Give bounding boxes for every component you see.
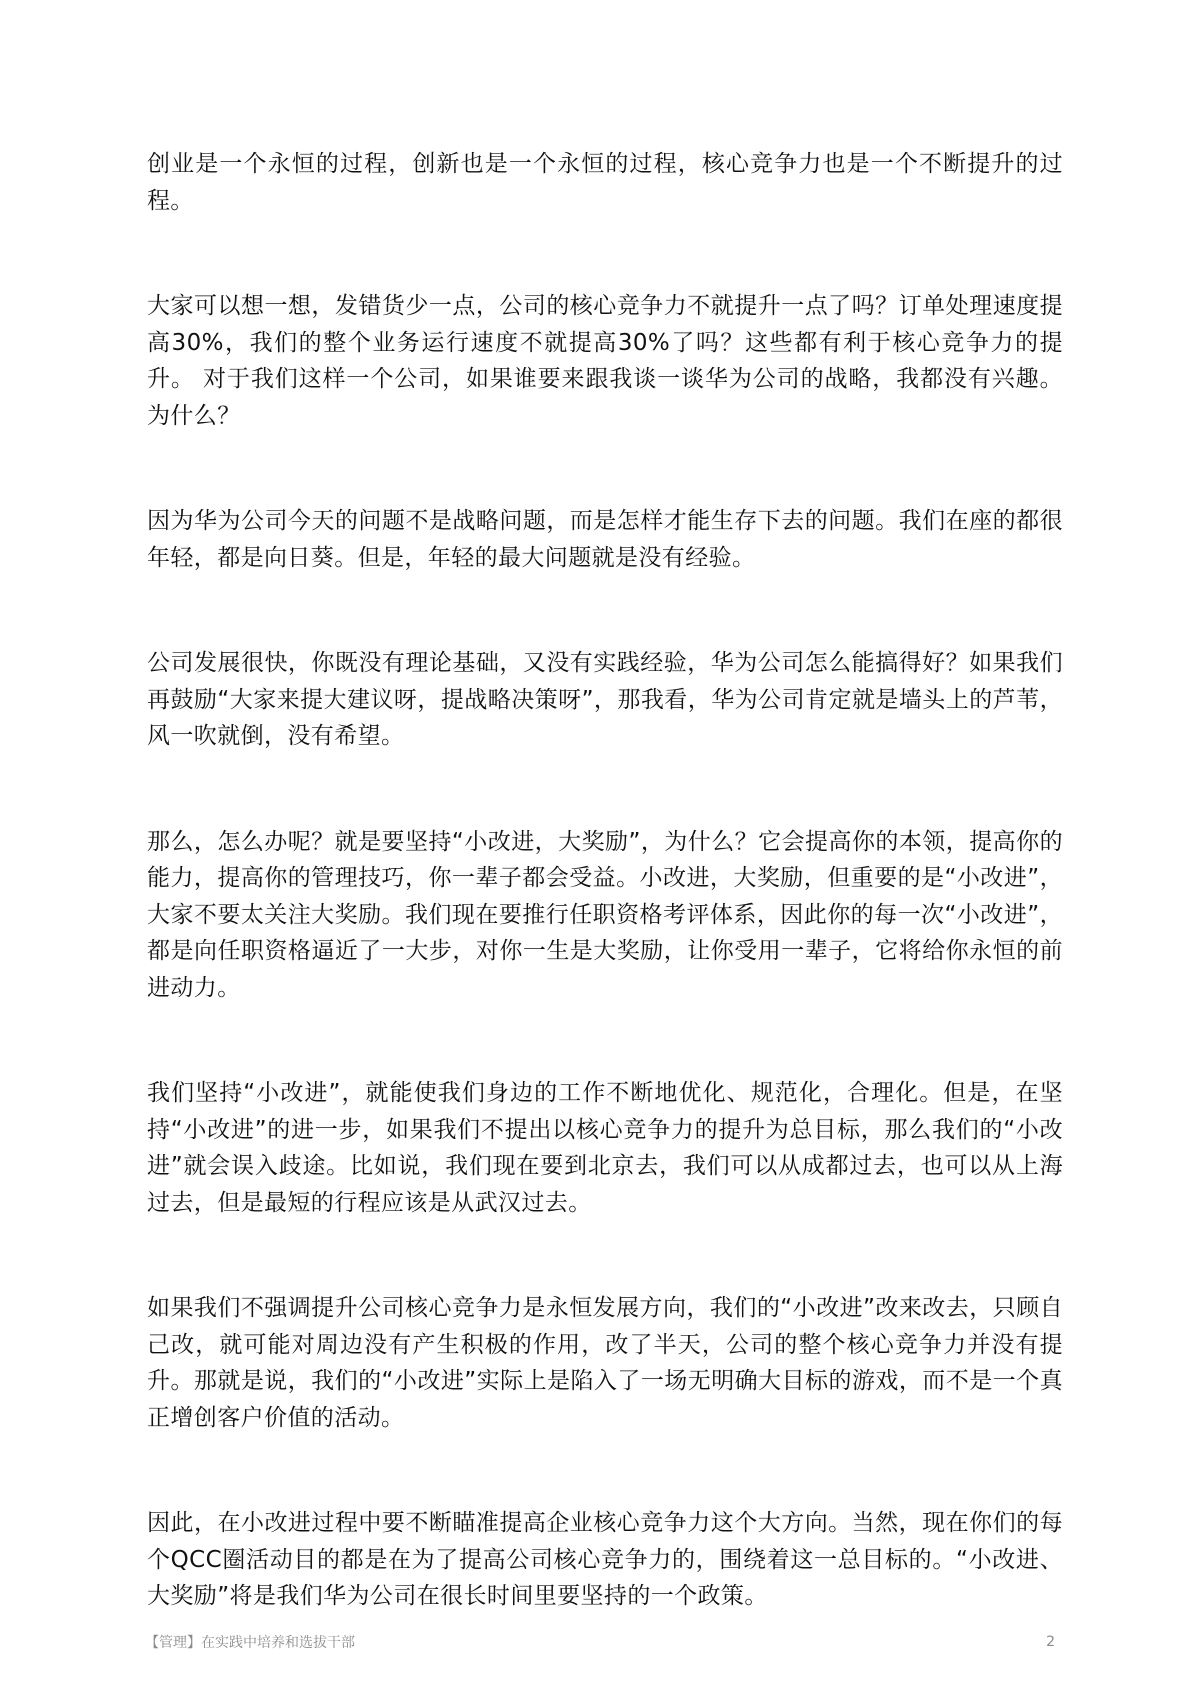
paragraph-5: 那么，怎么办呢？就是要坚持“小改进，大奖励”，为什么？它会提高你的本领，提高你的能力，提高你的管理技巧，你一辈子都会受益。小改进，大奖励，但重要的是“小改进”，大家不要太关注大奖励。我们现在要推行任职资格考评体系，因此你的每一次“小改进”，都是向任职资格逼近了一大步，对你一生是大奖励，让你受用一辈子，它将给你永恒的前进动力。 (147, 828, 1063, 1001)
paragraph-4: 公司发展很快，你既没有理论基础，又没有实践经验，华为公司怎么能搞得好？如果我们再鼓励“大家来提大建议呀，提战略决策呀”，那我看，华为公司肯定就是墙头上的芦苇，风一吹就倒，没有希望。 (147, 650, 1063, 749)
paragraph-1: 创业是一个永恒的过程，创新也是一个永恒的过程，核心竞争力也是一个不断提升的过程。 (147, 151, 1063, 214)
paragraph-3: 因为华为公司今天的问题不是战略问题，而是怎样才能生存下去的问题。我们在座的都很年轻，都是向日葵。但是，年轻的最大问题就是没有经验。 (147, 508, 1063, 571)
page-footer (145, 1632, 1055, 1652)
paragraph-8: 因此，在小改进过程中要不断瞄准提高企业核心竞争力这个大方向。当然，现在你们的每个QCC圈活动目的都是在为了提高公司核心竞争力的，围绕着这一总目标的。“小改进、大奖励”将是我们华为公司在很长时间里要坚持的一个政策。 (147, 1510, 1063, 1609)
paragraph-6: 我们坚持“小改进”，就能使我们身边的工作不断地优化、规范化，合理化。但是，在坚持“小改进”的进一步，如果我们不提出以核心竞争力的提升为总目标，那么我们的“小改进”就会误入歧途。比如说，我们现在要到北京去，我们可以从成都过去，也可以从上海过去，但是最短的行程应该是从武汉过去。 (147, 1080, 1063, 1216)
footer-title: 【管理】在实践中培养和选拔干部 (145, 1635, 355, 1651)
document-body (147, 146, 1063, 1684)
page-number: 2 (1046, 1634, 1055, 1650)
paragraph-7: 如果我们不强调提升公司核心竞争力是永恒发展方向，我们的“小改进”改来改去，只顾自己改，就可能对周边没有产生积极的作用，改了半天，公司的整个核心竞争力并没有提升。那就是说，我们的“小改进”实际上是陷入了一场无明确大目标的游戏，而不是一个真正增创客户价值的活动。 (147, 1295, 1063, 1431)
paragraph-2: 大家可以想一想，发错货少一点，公司的核心竞争力不就提升一点了吗？订单处理速度提高30%，我们的整个业务运行速度不就提高30%了吗？这些都有利于核心竞争力的提升。 对于我们这样一个公司，如果谁要来跟我谈一谈华为公司的战略，我都没有兴趣。为什么？ (147, 293, 1063, 429)
